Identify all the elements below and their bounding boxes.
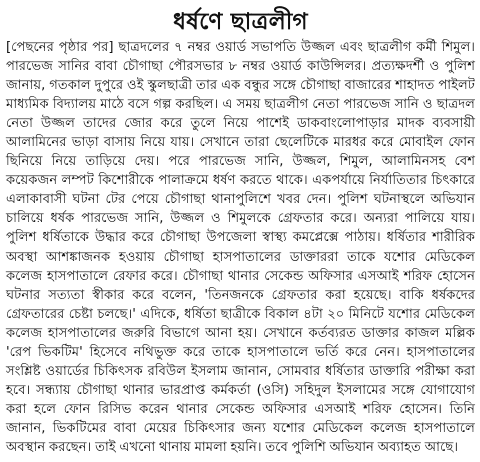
article-body-text: ছাত্রদলের ৭ নম্বর ওয়ার্ড সভাপতি উজ্জল এবং ছাত্রলীগ কর্মী শিমুল। পারভেজ সানির বাবা চৌগাছা পৌরসভার ৮ নম্বর ওয়ার্ড কাউন্সিলর। প্রত্যক্ষদর্শী ও পুলিশ জানায়, গতকাল দুপুরে ওই স্কুলছাত্রী তার এক বন্ধুর সঙ্গে চৌগাছা বাজারের শাহাদত পাইলট মাধ্যমিক বিদ্যালয় মাঠে বসে গল্প করছিল। এ সময় ছাত্রলীগ নেতা পারভেজ সানি ও ছাত্রদল নেতা উজ্জল তাদের জোর করে তুলে নিয়ে পাশেই ডাকবাংলোপাড়ার মাদক ব্যবসায়ী আলামিনের ভাড়া বাসায় নিয়ে যায়। সেখানে তারা ছেলেটিকে মারধর করে মোবাইল ফোন ছিনিয়ে নিয়ে তাড়িয়ে দেয়। পরে পারভেজ সানি, উজ্জল, শিমুল, আলামিনসহ বেশ কয়েকজন লম্পট কিশোরীকে পালাক্রমে ধর্ষণ করতে থাকে। একপর্যায়ে নির্যাতিতার চিৎকারে এলাকাবাসী ঘটনা টের পেয়ে চৌগাছা থানাপুলিশে খবর দেন। পুলিশ ঘটনাস্থলে অভিযান চালিয়ে ধর্ষক পারভেজ সানি, উজ্জল ও শিমুলকে গ্রেফতার করে। অন্যরা পালিয়ে যায়। পুলিশ ধর্ষিতাকে উদ্ধার করে চৌগাছা উপজেলা স্বাস্থ্য কমপ্লেক্সে পাঠায়। ধর্ষিতার শারীরিক অবস্থা আশঙ্কাজনক হওয়ায় চৌগাছা হাসপাতালের ডাক্তাররা তাকে যশোর মেডিকেল কলেজ হাসপাতালে রেফার করে। চৌগাছা থানার সেকেন্ড অফিসার এসআই শরিফ হোসেন ঘটনার সত্যতা স্বীকার করে বলেন, 'তিনজনকে গ্রেফতার করা হয়েছে। বাকি ধর্ষকদের গ্রেফতারের চেষ্টা চলছে।' এদিকে, ধর্ষিতা ছাত্রীকে বিকাল ৪টা ২০ মিনিটে যশোর মেডিকেল কলেজ হাসপাতালের জরুরি বিভাগে আনা হয়। সেখানে কর্তব্যরত ডাক্তার কাজল মল্লিক 'রেপ ভিকটিম' হিসেবে নথিভুক্ত করে তাকে হাসপাতালে ভর্তি করে নেন। হাসপাতালের সংশ্লিষ্ট ওয়ার্ডের চিকিৎসক রবিউল ইসলাম জানান, সোমবার ধর্ষিতার ডাক্তারি পরীক্ষা করা হবে। সন্ধ্যায় চৌগাছা থানার ভারপ্রাপ্ত কর্মকর্তা (ওসি) সহিদুল ইসলামের সঙ্গে যোগাযোগ করা হলে ফোন রিসিভ করেন থানার সেকেন্ড অফিসার এসআই শরিফ হোসেন। তিনি জানান, ভিকটিমের বাবা মেয়ের চিকিৎসার জন্য যশোর মেডিকেল কলেজ হাসপাতালে অবস্থান করছেন। তাই এখনো থানায় মামলা হয়নি। তবে পুলিশি অভিযান অব্যাহত আছে। xyxy=(6,40,476,455)
article-headline: ধর্ষণে ছাত্রলীগ xyxy=(173,8,308,35)
article-body xyxy=(6,38,475,457)
continuation-marker: [পেছনের পৃষ্ঠার পর] xyxy=(6,40,114,55)
